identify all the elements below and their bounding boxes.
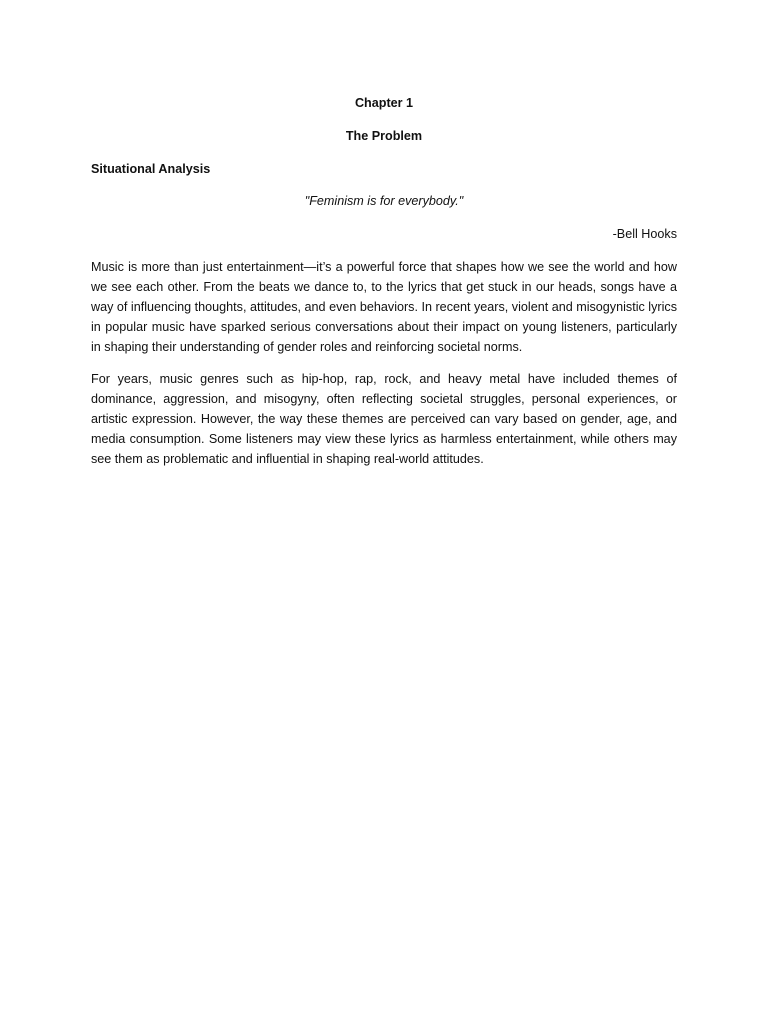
section-heading: Situational Analysis — [91, 162, 211, 176]
body-paragraph: For years, music genres such as hip-hop, rap, rock, and heavy metal have included themes of dominance, aggression, and misogyny, often reflecting societal struggles, personal experiences, or artistic expression. However, the way these themes are perceived can vary based on gender, age, and media consumption. Some listeners may view these lyrics as harmless entertainment, while others may see them as problematic and influential in shaping real-world attitudes. — [91, 372, 677, 466]
chapter-title: The Problem — [345, 129, 423, 143]
chapter-label: Chapter 1 — [354, 96, 414, 110]
body-paragraph: Music is more than just entertainment—it’s a powerful force that shapes how we see the world and how we see each other. From the beats we dance to, to the lyrics that get stuck in our heads, songs have a way of influencing thoughts, attitudes, and even behaviors. In recent years, violent and misogynistic lyrics in popular music have sparked serious conversations about their impact on young listeners, particularly in shaping their understanding of gender roles and reinforcing societal norms. — [91, 260, 677, 354]
epigraph-quote: "Feminism is for everybody." — [304, 194, 464, 208]
epigraph-attribution: -Bell Hooks — [612, 227, 677, 241]
document-page — [91, 93, 677, 481]
